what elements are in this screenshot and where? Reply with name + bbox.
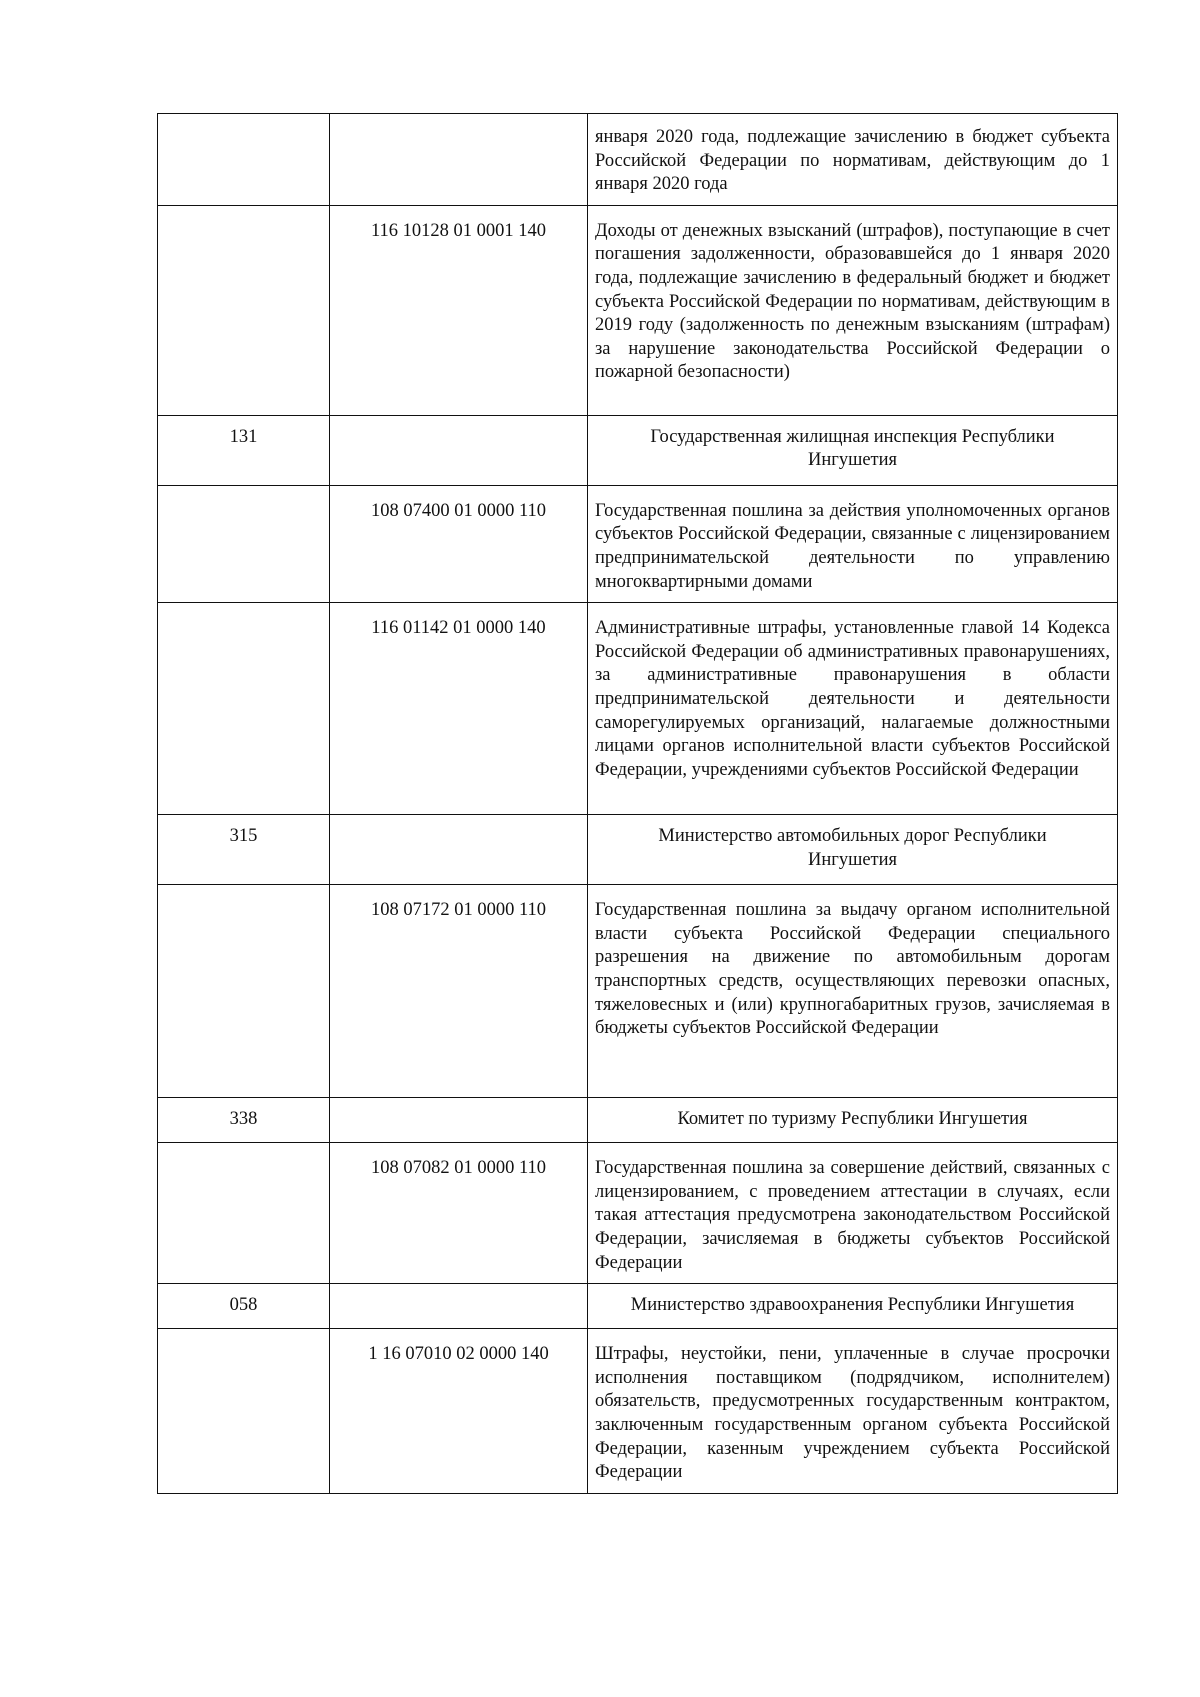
description-cell: Штрафы, неустойки, пени, уплаченные в случае просрочки исполнения поставщиком (подрядчиком, исполнителем) обязательств, предусмотренных государственным контрактом, заключенным государственным органом субъекта Российской Федерации, казенным учреждением субъекта Российской Федерации xyxy=(588,1329,1118,1494)
revenue-codes-table xyxy=(157,113,1118,1494)
table-row xyxy=(158,885,1118,1098)
admin-code-cell: 338 xyxy=(158,1098,330,1143)
organization-name-cell: Государственная жилищная инспекция Республики Ингушетия xyxy=(588,415,1118,485)
description-cell: Доходы от денежных взысканий (штрафов), поступающие в счет погашения задолженности, образовавшейся до 1 января 2020 года, подлежащие зачислению в федеральный бюджет и бюджет субъекта Российской Федерации по нормативам, действующим в 2019 году (задолженность по денежным взысканиям (штрафам) за нарушение законодательства Российской Федерации о пожарной безопасности) xyxy=(588,205,1118,415)
revenue-code-cell xyxy=(330,415,588,485)
admin-code-cell xyxy=(158,1329,330,1494)
admin-code-cell xyxy=(158,205,330,415)
organization-row xyxy=(158,1284,1118,1329)
organization-row xyxy=(158,815,1118,885)
revenue-code-cell: 108 07172 01 0000 110 xyxy=(330,885,588,1098)
document-page xyxy=(157,113,1117,1494)
admin-code-cell xyxy=(158,603,330,815)
organization-name-cell: Министерство здравоохранения Республики Ингушетия xyxy=(588,1284,1118,1329)
revenue-code-cell: 116 01142 01 0000 140 xyxy=(330,603,588,815)
table-row xyxy=(158,205,1118,415)
description-cell: Государственная пошлина за выдачу органом исполнительной власти субъекта Российской Федерации специального разрешения на движение по автомобильным дорогам транспортных средств, осуществляющих перевозки опасных, тяжеловесных и (или) крупногабаритных грузов, зачисляемая в бюджеты субъектов Российской Федерации xyxy=(588,885,1118,1098)
description-cell: января 2020 года, подлежащие зачислению в бюджет субъекта Российской Федерации по нормативам, действующим до 1 января 2020 года xyxy=(588,114,1118,206)
revenue-code-cell xyxy=(330,114,588,206)
admin-code-cell: 131 xyxy=(158,415,330,485)
table-row xyxy=(158,485,1118,602)
organization-row xyxy=(158,415,1118,485)
organization-row xyxy=(158,1098,1118,1143)
admin-code-cell xyxy=(158,114,330,206)
description-cell: Административные штрафы, установленные главой 14 Кодекса Российской Федерации об административных правонарушениях, за административные правонарушения в области предпринимательской деятельности и деятельности саморегулируемых организаций, налагаемые должностными лицами органов исполнительной власти субъектов Российской Федерации, учреждениями субъектов Российской Федерации xyxy=(588,603,1118,815)
table-row xyxy=(158,114,1118,206)
revenue-code-cell xyxy=(330,815,588,885)
table-row xyxy=(158,1329,1118,1494)
revenue-code-cell: 1 16 07010 02 0000 140 xyxy=(330,1329,588,1494)
description-cell: Государственная пошлина за совершение действий, связанных с лицензированием, с проведением аттестации в случаях, если такая аттестация предусмотрена законодательством Российской Федерации, зачисляемая в бюджеты субъектов Российской Федерации xyxy=(588,1143,1118,1284)
revenue-code-cell: 108 07082 01 0000 110 xyxy=(330,1143,588,1284)
revenue-code-cell: 108 07400 01 0000 110 xyxy=(330,485,588,602)
revenue-code-cell: 116 10128 01 0001 140 xyxy=(330,205,588,415)
organization-name-cell: Комитет по туризму Республики Ингушетия xyxy=(588,1098,1118,1143)
admin-code-cell: 315 xyxy=(158,815,330,885)
revenue-code-cell xyxy=(330,1284,588,1329)
table-row xyxy=(158,1143,1118,1284)
admin-code-cell xyxy=(158,885,330,1098)
organization-name-cell: Министерство автомобильных дорог Республики Ингушетия xyxy=(588,815,1118,885)
description-cell: Государственная пошлина за действия уполномоченных органов субъектов Российской Федерации, связанные с лицензированием предпринимательской деятельности по управлению многоквартирными домами xyxy=(588,485,1118,602)
admin-code-cell: 058 xyxy=(158,1284,330,1329)
revenue-code-cell xyxy=(330,1098,588,1143)
admin-code-cell xyxy=(158,1143,330,1284)
table-row xyxy=(158,603,1118,815)
admin-code-cell xyxy=(158,485,330,602)
